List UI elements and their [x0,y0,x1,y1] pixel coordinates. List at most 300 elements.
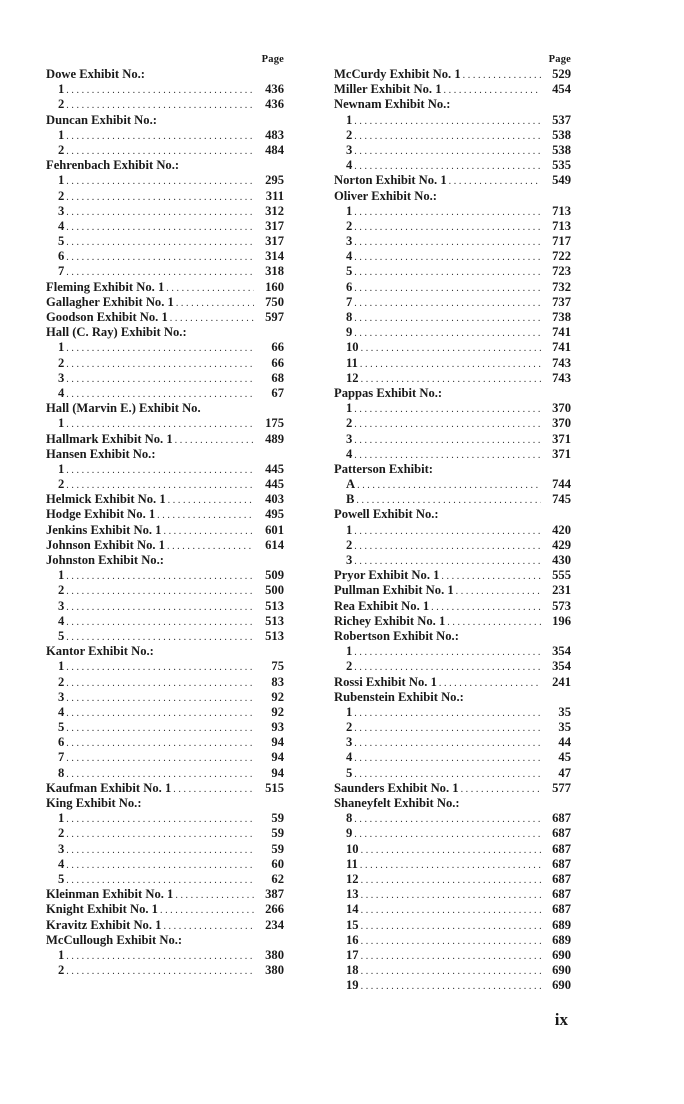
index-subentry [46,462,284,477]
dot-leader [352,448,541,462]
dot-leader [64,387,254,401]
dot-leader [64,569,254,583]
page-number: 535 [552,158,571,173]
dot-leader [158,903,254,917]
entry-label: 4 [58,385,65,400]
index-subentry [334,356,571,371]
dot-leader [64,98,254,112]
dot-leader [64,83,254,97]
entry-label: 8 [346,310,353,324]
page-column-header: Page [548,54,571,65]
entry-label: 1 [58,461,65,476]
index-entry [334,583,571,598]
page-number: 690 [552,963,571,978]
dot-leader [64,812,254,826]
index-entry [46,310,284,325]
index-subentry [46,675,284,690]
index-entry [46,523,284,538]
dot-leader [64,584,254,598]
entry-label: 1 [58,416,65,431]
index-subentry [334,948,571,963]
dot-leader [352,402,541,416]
page-number: 741 [552,340,571,355]
page-number: 513 [265,613,284,628]
index-subentry [46,82,284,97]
page-number: 745 [552,492,571,507]
index-subentry [46,720,284,735]
dot-leader [352,721,541,735]
dot-leader [352,205,541,219]
index-subentry [334,295,571,310]
entry-label: Gallagher Exhibit No. 1 [46,294,174,309]
dot-leader [64,858,254,872]
entry-label: 2 [58,583,65,598]
entry-label: Hall (C. Ray) Exhibit No.: [46,325,187,340]
entry-label: 3 [58,370,65,385]
index-subentry [334,720,571,735]
entry-label: 1 [58,340,65,355]
entry-label: 3 [58,841,65,856]
entry-label: 7 [58,264,65,279]
index-subentry [46,614,284,629]
index-subentry [334,492,571,507]
index-subentry [46,264,284,279]
entry-label: Shaneyfelt Exhibit No.: [334,796,460,810]
index-subentry [334,887,571,902]
index-heading [334,690,571,705]
index-subentry [46,97,284,112]
entry-label: 14 [346,902,359,917]
page-number: 75 [271,659,284,674]
entry-label: 1 [58,173,65,188]
entry-label: 5 [346,765,353,780]
dot-leader [64,205,254,219]
index-subentry [334,857,571,872]
dot-leader [459,782,541,796]
page-number: 738 [552,310,571,324]
index-subentry [334,204,571,219]
entry-label: Kleinman Exhibit No. 1 [46,887,174,902]
index-subentry [46,249,284,264]
entry-label: Rossi Exhibit No. 1 [334,674,437,689]
index-subentry [46,599,284,614]
page-number: 436 [265,82,284,97]
entry-label: 2 [58,963,65,978]
page-number: 93 [271,720,284,735]
index-subentry [334,918,571,933]
index-subentry [46,857,284,872]
index-subentry [46,340,284,355]
index-entry [46,887,284,902]
dot-leader [64,129,254,143]
index-subentry [334,826,571,841]
index-subentry [334,113,571,128]
entry-label: 17 [346,947,359,962]
index-subentry [334,310,571,325]
page-number: 317 [265,234,284,249]
dot-leader [461,68,541,82]
page-number: 445 [265,461,284,476]
entry-label: 11 [346,856,358,871]
index-subentry [334,401,571,416]
page-number: 483 [265,127,284,142]
entry-label: 4 [58,856,65,871]
index-subentry [334,158,571,173]
dot-leader [359,949,541,963]
index-heading [46,325,284,340]
page-number: 687 [552,856,571,871]
entry-label: Pappas Exhibit No.: [334,385,443,400]
entry-label: 3 [346,735,353,750]
entry-label: Newnam Exhibit No.: [334,97,451,112]
entry-label: Kantor Exhibit No.: [46,644,154,659]
entry-label: 19 [346,978,359,993]
entry-label: Patterson Exhibit: [334,461,433,476]
page-number: 59 [271,841,284,856]
page-number: 314 [265,249,284,264]
page-number: 614 [265,537,284,552]
dot-leader [64,341,254,355]
entry-label: 2 [346,537,353,552]
entry-label: 6 [346,279,353,294]
dot-leader [359,341,541,355]
entry-label: 3 [58,689,65,704]
page-number: 690 [552,978,571,993]
dot-leader [429,600,541,614]
page-number: 722 [552,249,571,264]
page-column-header: Page [261,54,284,65]
index-heading [46,796,284,811]
page-number: 354 [552,644,571,659]
dot-leader [352,736,541,750]
entry-label: 4 [346,158,353,173]
index-subentry [46,477,284,492]
page-number: 690 [552,947,571,962]
page-number: 317 [265,218,284,233]
dot-leader [161,524,254,538]
index-subentry [46,948,284,963]
dot-leader [447,174,541,188]
entry-label: Pullman Exhibit No. 1 [334,583,454,598]
page-number: 66 [271,340,284,355]
index-subentry [334,340,571,355]
entry-label: 3 [58,203,65,218]
page-number: 295 [265,173,284,188]
page-number: 175 [265,416,284,431]
page-number: 515 [265,780,284,795]
page-number: 380 [265,947,284,962]
page-number: 713 [552,203,571,218]
page-number: 311 [265,188,284,203]
page-number: 67 [271,385,284,400]
index-subentry [46,842,284,857]
entry-label: 4 [346,446,353,461]
page-number: 555 [552,568,571,583]
index-entry [46,295,284,310]
entry-label: 13 [346,887,359,902]
page-number: 744 [552,477,571,492]
entry-label: Hallmark Exhibit No. 1 [46,431,173,446]
entry-label: 2 [346,218,353,233]
entry-label: 2 [58,142,65,157]
page-number: 94 [271,735,284,750]
page-number: 403 [265,492,284,507]
page-number: 371 [552,431,571,446]
index-subentry [46,189,284,204]
entry-label: Richey Exhibit No. 1 [334,613,446,628]
page-number: 436 [265,97,284,112]
dot-leader [352,706,541,720]
entry-label: 2 [346,127,353,142]
entry-label: Jenkins Exhibit No. 1 [46,522,162,537]
dot-leader [359,964,541,978]
page-number: 160 [265,279,284,294]
index-entry [334,599,571,614]
entry-label: 2 [58,477,65,492]
index-subentry [334,234,571,249]
dot-leader [64,600,254,614]
entry-label: 1 [58,127,65,142]
dot-leader [352,433,541,447]
entry-label: 3 [346,142,353,157]
index-subentry [334,735,571,750]
entry-label: Saunders Exhibit No. 1 [334,780,459,795]
dot-leader [64,190,254,204]
page-number: 741 [552,325,571,340]
page-number: 687 [552,887,571,902]
dot-leader [352,326,541,340]
page-number: 312 [265,203,284,218]
page-number: 429 [552,537,571,552]
entry-list [334,67,571,993]
dot-leader [161,919,254,933]
entry-label: 3 [346,553,353,567]
index-subentry [334,978,571,993]
index-subentry [46,568,284,583]
entry-label: Pryor Exhibit No. 1 [334,568,440,583]
index-subentry [334,219,571,234]
entry-label: 1 [346,203,353,218]
dot-leader [359,934,541,948]
dot-leader [442,83,541,97]
entry-label: Hansen Exhibit No.: [46,446,156,461]
entry-label: Goodson Exhibit No. 1 [46,310,168,324]
entry-label: B [346,492,355,507]
entry-label: 10 [346,841,359,856]
dot-leader [352,159,541,173]
entry-label: 4 [346,249,353,264]
page-number: 513 [265,598,284,613]
index-entry [46,781,284,796]
dot-leader [64,964,254,978]
index-heading [46,553,284,568]
index-entry [46,432,284,447]
entry-label: 5 [58,871,65,886]
page-number: 509 [265,568,284,583]
dot-leader [358,357,541,371]
dot-leader [64,174,254,188]
index-subentry [46,143,284,158]
page-number: 196 [552,613,571,628]
index-subentry [46,416,284,431]
page-number: 241 [552,674,571,689]
entry-label: Norton Exhibit No. 1 [334,173,447,188]
entry-label: 5 [58,720,65,735]
index-subentry [46,826,284,841]
index-subentry [334,371,571,386]
entry-label: 12 [346,370,359,385]
index-heading [46,67,284,82]
entry-label: 2 [346,720,353,735]
dot-leader [64,706,254,720]
page-number: 35 [558,720,571,735]
page-number: 687 [552,902,571,917]
dot-leader [64,843,254,857]
index-entry [46,918,284,933]
entry-label: 1 [346,112,353,127]
index-heading [334,462,571,477]
index-subentry [334,143,571,158]
page-number: 601 [265,522,284,537]
index-heading [334,386,571,401]
entry-label: 2 [58,188,65,203]
entry-label: 7 [346,294,353,309]
page-number: 44 [558,735,571,750]
page-number: 62 [271,871,284,886]
entry-label: Fehrenbach Exhibit No.: [46,158,180,173]
index-subentry [334,659,571,674]
page-number: 35 [558,704,571,719]
dot-leader [352,296,541,310]
page-number: 577 [552,780,571,795]
dot-leader [352,539,541,553]
page-number: 537 [552,112,571,127]
page-number: 687 [552,826,571,841]
dot-leader [352,417,541,431]
entry-label: Powell Exhibit No.: [334,507,439,522]
entry-label: 3 [58,598,65,613]
entry-label: 7 [58,750,65,765]
index-subentry [46,811,284,826]
entry-label: 12 [346,871,359,886]
page-number: 500 [265,583,284,598]
page-number: 538 [552,142,571,157]
dot-leader [174,296,254,310]
index-subentry [334,477,571,492]
dot-leader [454,584,541,598]
dot-leader [359,873,541,887]
index-subentry [46,583,284,598]
dot-leader [165,539,254,553]
page-number: 371 [552,446,571,461]
page-number: 430 [552,553,571,567]
entry-label: Rubenstein Exhibit No.: [334,689,464,704]
page-number: 68 [271,370,284,385]
entry-label: King Exhibit No.: [46,796,142,810]
dot-leader [64,615,254,629]
index-entry [334,67,571,82]
index-entry [46,507,284,522]
index-subentry [46,173,284,188]
index-subentry [46,690,284,705]
dot-leader [352,129,541,143]
page-number: 687 [552,841,571,856]
index-subentry [334,416,571,431]
entry-label: 18 [346,963,359,978]
entry-label: 11 [346,355,358,370]
page-number: 689 [552,932,571,947]
dot-leader [352,660,541,674]
index-heading [46,447,284,462]
entry-label: 1 [58,568,65,583]
entry-label: 2 [58,97,65,112]
dot-leader [352,645,541,659]
dot-leader [64,463,254,477]
index-subentry [334,249,571,264]
index-subentry [334,811,571,826]
index-heading [334,189,571,204]
index-subentry [46,766,284,781]
dot-leader [352,250,541,264]
entry-label: Hodge Exhibit No. 1 [46,507,156,522]
dot-leader [64,235,254,249]
page-number: 597 [265,310,284,324]
dot-leader [352,114,541,128]
index-subentry [334,750,571,765]
index-subentry [334,325,571,340]
index-subentry [334,842,571,857]
entry-label: A [346,477,356,492]
page-number: 94 [271,765,284,780]
page-number: 750 [265,294,284,309]
page-number: 732 [552,279,571,294]
entry-label: 8 [346,811,353,826]
left-column [46,52,284,978]
dot-leader [171,782,254,796]
index-subentry [46,128,284,143]
index-entry [46,280,284,295]
dot-leader [355,478,541,492]
entry-label: 1 [58,82,65,97]
page-number: 743 [552,370,571,385]
index-heading [334,796,571,811]
entry-label: 1 [58,811,65,826]
page-number: 66 [271,355,284,370]
page-number: 445 [265,477,284,492]
dot-leader [64,827,254,841]
page-number: 45 [558,750,571,765]
index-heading [46,113,284,128]
dot-leader [352,767,541,781]
page-number: 454 [552,82,571,97]
index-subentry [46,371,284,386]
entry-label: Johnson Exhibit No. 1 [46,537,165,552]
page-number: 495 [265,507,284,522]
index-entry [334,568,571,583]
entry-label: 1 [346,522,353,537]
page-number: 318 [265,264,284,279]
index-subentry [334,128,571,143]
dot-leader [64,372,254,386]
page-number: 743 [552,355,571,370]
page-number: 689 [552,917,571,932]
dot-leader [173,888,254,902]
dot-leader [64,357,254,371]
entry-label: 9 [346,325,353,340]
index-heading [46,644,284,659]
entry-label: 9 [346,826,353,841]
index-entry [46,538,284,553]
